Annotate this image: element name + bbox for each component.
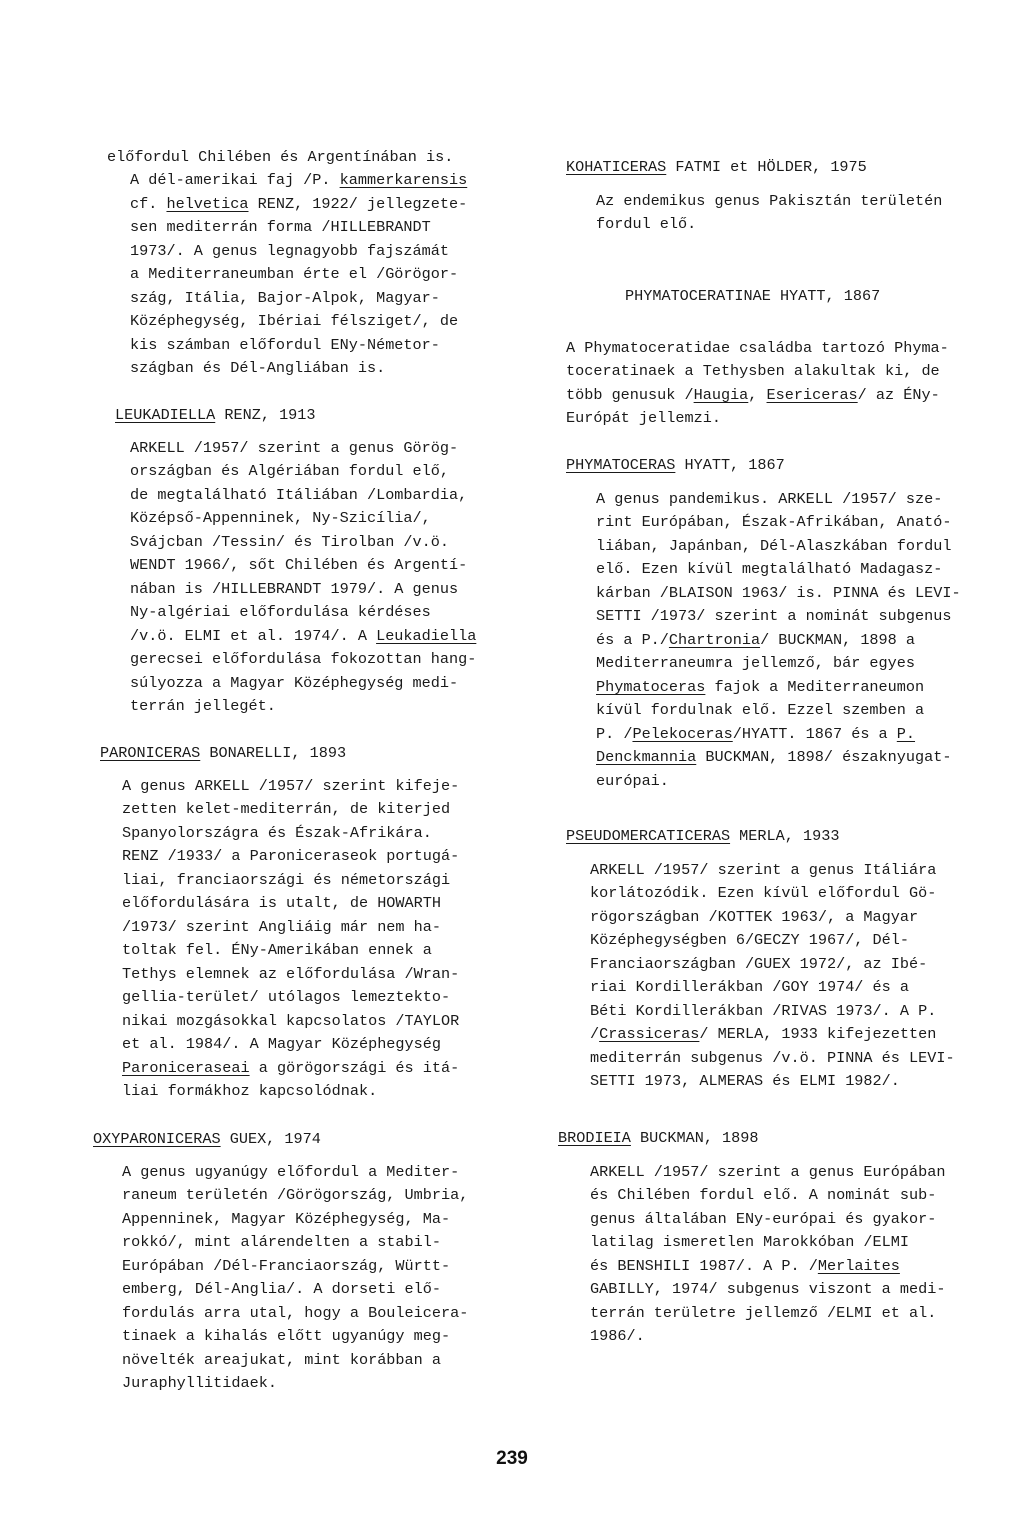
text-fragment: genus általában ENy-európai és gyakor- <box>590 1210 937 1228</box>
text-line <box>566 384 940 406</box>
text-fragment: országban és Algériában fordul elő, <box>130 462 449 480</box>
underlined-taxon: PARONICERAS <box>100 744 201 762</box>
text-fragment: liai formákhoz kapcsolódnak. <box>122 1082 378 1100</box>
underlined-taxon: P. <box>896 725 916 743</box>
text-fragment: latilag ismeretlen Marokkóban /ELMI <box>590 1233 909 1251</box>
underlined-taxon: Pelekoceras <box>632 725 733 743</box>
text-line <box>596 511 951 533</box>
text-line <box>590 906 918 928</box>
text-fragment: BUCKMAN, 1898/ északnyugat- <box>696 748 952 766</box>
text-fragment: raneum területén /Görögország, Umbria, <box>122 1186 469 1204</box>
text-fragment: / az ÉNy- <box>857 386 940 404</box>
underlined-taxon: BRODIEIA <box>558 1129 631 1147</box>
text-line <box>93 1128 321 1150</box>
text-line <box>122 963 459 985</box>
text-line <box>122 1372 277 1394</box>
text-line <box>122 1231 441 1253</box>
text-fragment: BONARELLI, 1893 <box>200 744 347 762</box>
text-line <box>130 672 458 694</box>
text-line <box>130 601 431 623</box>
text-fragment: szág, Itália, Bajor-Alpok, Magyar- <box>130 289 440 307</box>
text-line <box>566 454 785 476</box>
text-fragment: FATMI et HÖLDER, 1975 <box>666 158 867 176</box>
text-line <box>130 484 467 506</box>
text-line <box>596 558 942 580</box>
text-line <box>122 1184 468 1206</box>
page-number: 239 <box>496 1448 528 1469</box>
text-fragment: MERLA, 1933 <box>730 827 840 845</box>
underlined-taxon: Haugia <box>693 386 749 404</box>
text-line <box>122 1302 468 1324</box>
text-fragment: liai, franciaországi és németországi <box>122 871 451 889</box>
text-fragment: a görögországi és itá- <box>249 1059 460 1077</box>
text-fragment: szágban és Dél-Angliában is. <box>130 359 386 377</box>
text-fragment: Franciaországban /GUEX 1972/, az Ibé- <box>590 955 928 973</box>
text-fragment: Mediterraneumra jellemző, bár egyes <box>596 654 915 672</box>
text-line <box>566 407 721 429</box>
text-line <box>122 1057 459 1079</box>
text-line <box>130 531 449 553</box>
text-fragment: P. / <box>596 725 633 743</box>
underlined-taxon: Paroniceraseai <box>122 1059 250 1077</box>
text-line <box>122 1349 441 1371</box>
underlined-taxon: Chartronia <box>668 631 761 649</box>
underlined-taxon: helvetica <box>166 195 249 213</box>
text-fragment: HYATT, 1867 <box>675 456 785 474</box>
text-line <box>590 1325 645 1347</box>
text-fragment: RENZ, 1922/ jellegzete- <box>248 195 468 213</box>
text-fragment: A genus ugyanúgy előfordul a Mediter- <box>122 1163 460 1181</box>
text-fragment: növelték areajukat, mint korábban a <box>122 1351 441 1369</box>
text-line <box>590 859 936 881</box>
text-line <box>130 310 458 332</box>
text-line <box>590 882 936 904</box>
text-fragment: ARKELL /1957/ szerint a genus Európában <box>590 1163 946 1181</box>
text-line <box>122 1278 441 1300</box>
text-line <box>596 535 951 557</box>
text-line <box>122 775 459 797</box>
text-fragment: gellia-terület/ utólagos lemeztekto- <box>122 988 451 1006</box>
text-line <box>596 723 915 745</box>
text-fragment: kis számban előfordul ENy-Németor- <box>130 336 440 354</box>
text-fragment: A Phymatoceratidae családba tartozó Phyma- <box>566 339 949 357</box>
text-fragment: Spanyolországra és Észak-Afrikára. <box>122 824 432 842</box>
text-fragment: gerecsei előfordulása fokozottan hang- <box>130 650 477 668</box>
text-line <box>122 892 441 914</box>
text-fragment: A genus pandemikus. ARKELL /1957/ sze- <box>596 490 943 508</box>
underlined-taxon: Denckmannia <box>596 748 697 766</box>
text-line <box>590 1184 936 1206</box>
text-fragment: korlátozódik. Ezen kívül előfordul Gö- <box>590 884 937 902</box>
text-fragment: Juraphyllitidaek. <box>122 1374 277 1392</box>
text-fragment: terrán területre jellemző /ELMI et al. <box>590 1304 937 1322</box>
text-line <box>590 1000 936 1022</box>
text-line <box>558 1127 759 1149</box>
text-line <box>122 986 450 1008</box>
text-line <box>596 652 915 674</box>
text-line <box>130 169 467 191</box>
text-line <box>130 263 458 285</box>
text-fragment: több genusuk / <box>566 386 694 404</box>
text-line <box>596 213 696 235</box>
underlined-taxon: OXYPARONICERAS <box>93 1130 221 1148</box>
text-fragment: Svájcban /Tessin/ és Tirolban /v.ö. <box>130 533 449 551</box>
text-fragment: toceratinaek a Tethysben alakultak ki, de <box>566 362 940 380</box>
text-line <box>115 404 316 426</box>
text-fragment: GABILLY, 1974/ subgenus viszont a medi- <box>590 1280 946 1298</box>
text-fragment: / MERLA, 1933 kifejezetten <box>699 1025 937 1043</box>
text-fragment: emberg, Dél-Anglia/. A dorseti elő- <box>122 1280 441 1298</box>
text-fragment: RENZ, 1913 <box>215 406 316 424</box>
text-fragment: SETTI /1973/ szerint a nominát subgenus <box>596 607 952 625</box>
text-fragment: a Mediterraneumban érte el /Görögor- <box>130 265 459 283</box>
text-line <box>590 1278 945 1300</box>
text-fragment: zetten kelet-mediterrán, de kiterjed <box>122 800 451 818</box>
text-fragment: Appenninek, Magyar Középhegység, Ma- <box>122 1210 451 1228</box>
text-line <box>122 845 459 867</box>
text-line <box>596 770 669 792</box>
underlined-taxon: Phymatoceras <box>596 678 706 696</box>
text-fragment: rint Európában, Észak-Afrikában, Anató- <box>596 513 952 531</box>
text-line <box>130 334 440 356</box>
text-fragment: Az endemikus genus Pakisztán területén <box>596 192 943 210</box>
text-fragment: előfordul Chilében és Argentínában is. <box>107 148 454 166</box>
text-fragment: Ny-algériai előfordulása kérdéses <box>130 603 431 621</box>
text-fragment: kívül fordulnak elő. Ezzel szemben a <box>596 701 925 719</box>
text-fragment: előfordulására is utalt, de HOWARTH <box>122 894 441 912</box>
underlined-taxon: Esericeras <box>766 386 858 404</box>
text-fragment: kárban /BLAISON 1963/ is. PINNA és LEVI- <box>596 584 961 602</box>
text-line <box>625 285 880 307</box>
text-line <box>130 625 476 647</box>
text-fragment: /1973/ szerint Angliáig már nem ha- <box>122 918 441 936</box>
text-fragment: fordulás arra utal, hogy a Bouleicera- <box>122 1304 469 1322</box>
text-line <box>566 337 949 359</box>
text-line <box>596 488 942 510</box>
text-line <box>130 460 449 482</box>
text-fragment: BUCKMAN, 1898 <box>630 1129 759 1147</box>
text-fragment: /HYATT. 1867 és a <box>732 725 897 743</box>
text-fragment: PHYMATOCERATINAE HYATT, 1867 <box>625 287 881 305</box>
text-line <box>130 648 476 670</box>
text-line <box>590 929 909 951</box>
text-line <box>122 1208 450 1230</box>
underlined-taxon: KOHATICERAS <box>566 158 667 176</box>
text-fragment: Középső-Appenninek, Ny-Szicília/, <box>130 509 431 527</box>
text-fragment: de megtalálható Itáliában /Lombardia, <box>130 486 468 504</box>
text-fragment: és Chilében fordul elő. A nominát sub- <box>590 1186 937 1204</box>
underlined-taxon: Leukadiella <box>376 627 477 645</box>
text-fragment: rögországban /KOTTEK 1963/, a Magyar <box>590 908 919 926</box>
text-fragment: riai Kordillerákban /GOY 1974/ és a <box>590 978 909 996</box>
text-line <box>122 1033 441 1055</box>
text-fragment: és a P./ <box>596 631 669 649</box>
text-fragment: rokkó/, mint alárendelten a stabil- <box>122 1233 441 1251</box>
text-fragment: Tethys elemnek az előfordulása /Wran- <box>122 965 460 983</box>
text-line <box>122 939 432 961</box>
text-line <box>100 742 346 764</box>
text-line <box>566 360 940 382</box>
text-line <box>130 193 467 215</box>
text-line <box>590 1208 936 1230</box>
text-fragment: GUEX, 1974 <box>220 1130 321 1148</box>
text-fragment: súlyozza a Magyar Középhegység medi- <box>130 674 459 692</box>
text-line <box>596 746 951 768</box>
text-line <box>122 1255 450 1277</box>
text-line <box>590 953 927 975</box>
text-fragment: sen mediterrán forma /HILLEBRANDT <box>130 218 431 236</box>
text-fragment: RENZ /1933/ a Paroniceraseok portugá- <box>122 847 460 865</box>
text-line <box>590 1231 909 1253</box>
text-line <box>130 240 449 262</box>
text-fragment: / <box>590 1025 600 1043</box>
text-line <box>566 825 839 847</box>
text-line <box>122 798 450 820</box>
text-fragment: ARKELL /1957/ szerint a genus Görög- <box>130 439 459 457</box>
underlined-taxon: kammerkarensis <box>339 171 468 189</box>
text-line <box>122 822 432 844</box>
text-fragment: európai. <box>596 772 669 790</box>
text-line <box>596 605 951 627</box>
text-line <box>107 146 453 168</box>
text-fragment: ARKELL /1957/ szerint a genus Itáliára <box>590 861 937 879</box>
text-fragment: és BENSHILI 1987/. A P. / <box>590 1257 818 1275</box>
text-fragment: elő. Ezen kívül megtalálható Madagasz- <box>596 560 943 578</box>
text-line <box>590 1070 900 1092</box>
text-fragment: 1986/. <box>590 1327 645 1345</box>
text-fragment: fajok a Mediterraneumon <box>705 678 925 696</box>
text-line <box>122 1325 450 1347</box>
text-fragment: SETTI 1973, ALMERAS és ELMI 1982/. <box>590 1072 900 1090</box>
text-line <box>122 869 450 891</box>
text-fragment: toltak fel. ÉNy-Amerikában ennek a <box>122 941 432 959</box>
text-fragment: mediterrán subgenus /v.ö. PINNA és LEVI- <box>590 1049 955 1067</box>
text-line <box>122 1010 459 1032</box>
text-line <box>590 1302 936 1324</box>
text-line <box>590 1023 936 1045</box>
underlined-taxon: PHYMATOCERAS <box>566 456 676 474</box>
text-line <box>122 1080 377 1102</box>
text-fragment: et al. 1984/. A Magyar Középhegység <box>122 1035 441 1053</box>
text-fragment: A genus ARKELL /1957/ szerint kifeje- <box>122 777 460 795</box>
text-fragment: WENDT 1966/, sőt Chilében és Argentí- <box>130 556 468 574</box>
text-line <box>596 699 924 721</box>
text-line <box>130 287 440 309</box>
underlined-taxon: PSEUDOMERCATICERAS <box>566 827 731 845</box>
text-line <box>566 156 867 178</box>
text-fragment: liában, Japánban, Dél-Alaszkában fordul <box>596 537 952 555</box>
text-fragment: 1973/. A genus legnagyobb fajszámát <box>130 242 449 260</box>
text-fragment: terrán jellegét. <box>130 697 276 715</box>
text-fragment: Középhegység, Ibériai félsziget/, de <box>130 312 459 330</box>
text-fragment: fordul elő. <box>596 215 697 233</box>
underlined-taxon: LEUKADIELLA <box>115 406 216 424</box>
text-line <box>130 554 467 576</box>
text-line <box>596 676 924 698</box>
text-line <box>122 916 441 938</box>
text-line <box>130 507 431 529</box>
text-fragment: / BUCKMAN, 1898 a <box>760 631 916 649</box>
underlined-taxon: Merlaites <box>817 1257 900 1275</box>
text-line <box>590 976 909 998</box>
text-fragment: nikai mozgásokkal kapcsolatos /TAYLOR <box>122 1012 460 1030</box>
text-line <box>590 1047 955 1069</box>
text-fragment: Európában /Dél-Franciaország, Württ- <box>122 1257 451 1275</box>
text-fragment: cf. <box>130 195 167 213</box>
text-fragment: /v.ö. ELMI et al. 1974/. A <box>130 627 377 645</box>
text-line <box>130 578 458 600</box>
text-line <box>596 582 961 604</box>
text-fragment: Európát jellemzi. <box>566 409 721 427</box>
text-fragment: nában is /HILLEBRANDT 1979/. A genus <box>130 580 459 598</box>
text-fragment: tinaek a kihalás előtt ugyanúgy meg- <box>122 1327 451 1345</box>
underlined-taxon: Crassiceras <box>599 1025 700 1043</box>
text-fragment: Középhegységben 6/GECZY 1967/, Dél- <box>590 931 909 949</box>
text-fragment: A dél-amerikai faj /P. <box>130 171 340 189</box>
text-line <box>590 1161 945 1183</box>
text-line <box>130 216 431 238</box>
text-line <box>130 695 276 717</box>
text-line <box>130 357 385 379</box>
text-line <box>590 1255 900 1277</box>
text-line <box>122 1161 459 1183</box>
text-line <box>596 629 915 651</box>
text-line <box>596 190 942 212</box>
text-line <box>130 437 458 459</box>
text-fragment: , <box>748 386 767 404</box>
text-fragment: Béti Kordillerákban /RIVAS 1973/. A P. <box>590 1002 937 1020</box>
